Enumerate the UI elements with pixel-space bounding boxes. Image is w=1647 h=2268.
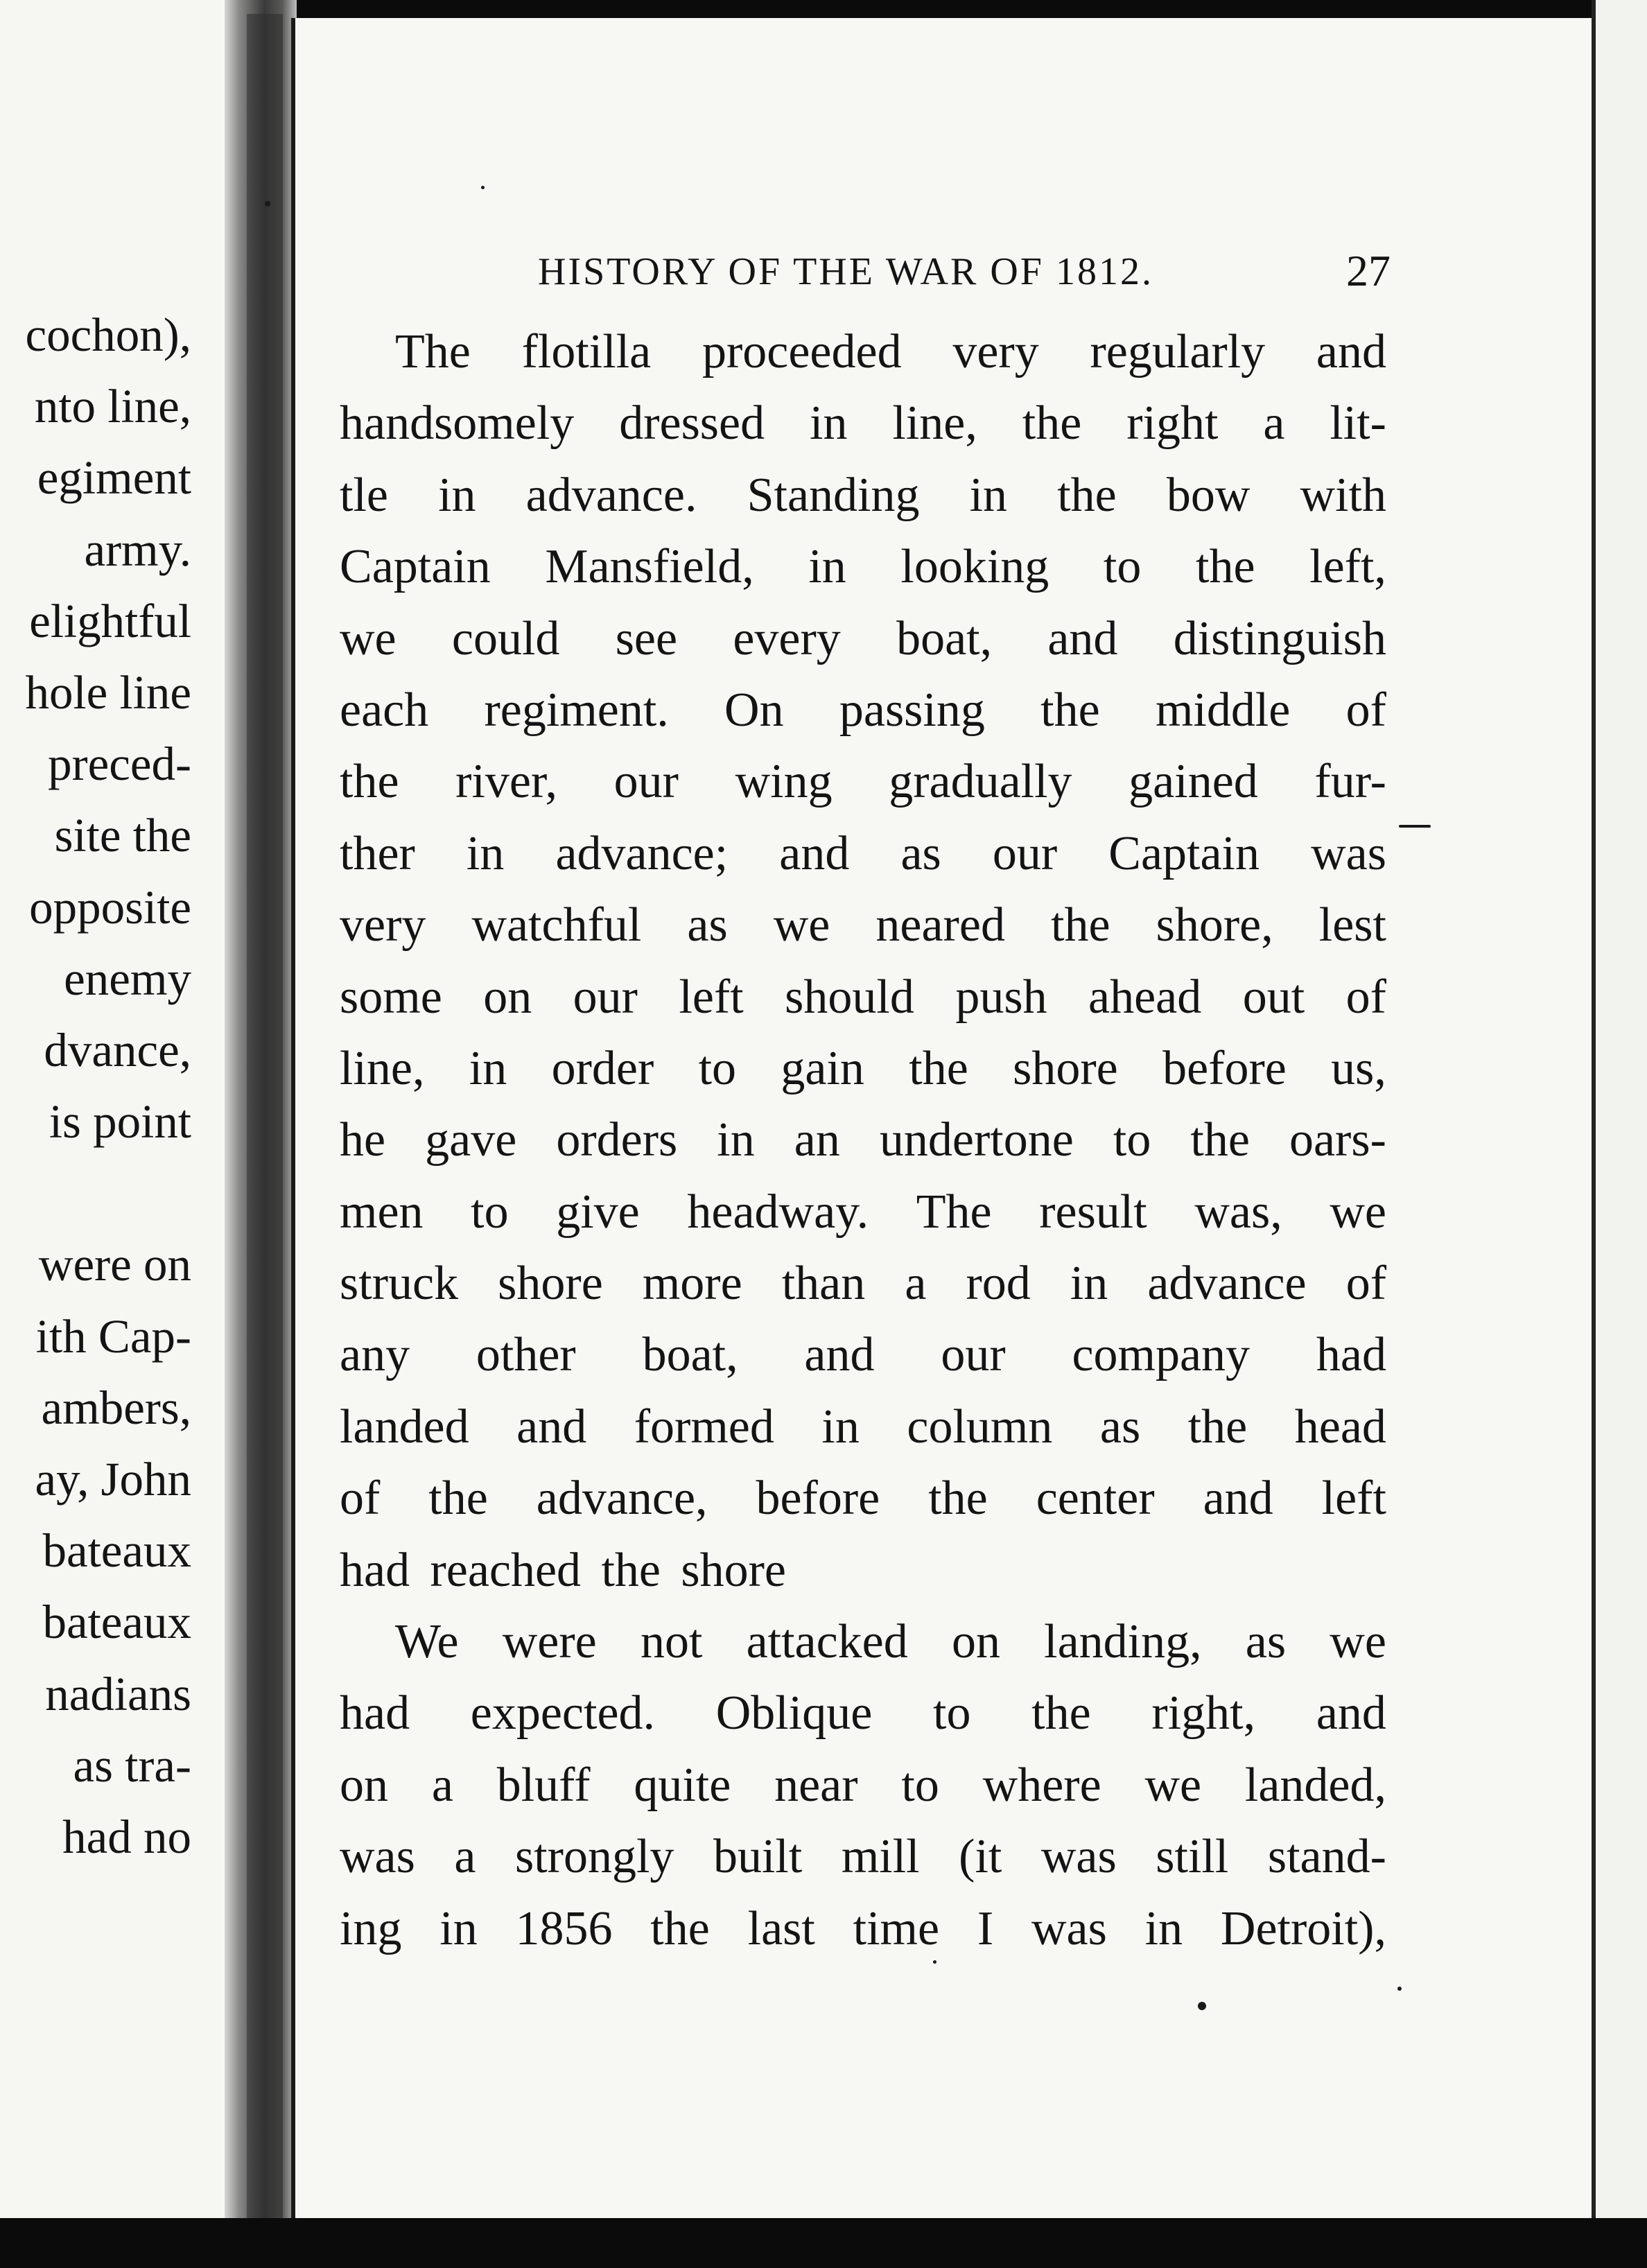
word: the [428,1472,488,1526]
word: shore [681,1543,786,1597]
word: middle [1155,683,1291,737]
previous-page-line: army. [84,523,191,576]
previous-page-line: nadians [45,1667,191,1720]
text-line [340,1677,1386,1749]
word: landing, [1044,1615,1202,1669]
word: near [774,1758,858,1812]
text-line [340,387,1386,459]
word: proceeded [702,325,902,378]
word: as [900,826,941,880]
word: men [340,1185,424,1239]
word: some [340,970,442,1024]
previous-page-line: hole line [25,665,191,719]
word: advance. [525,468,697,522]
word: gave [425,1113,517,1167]
word: built [713,1830,803,1884]
word: tle [340,468,388,522]
previous-page-line: cochon), [25,308,191,361]
word: an [794,1113,840,1167]
word: the [1022,396,1082,451]
word: ther [340,826,415,880]
word: The [916,1185,992,1239]
previous-page-line: elightful [29,594,191,647]
text-line [340,674,1386,746]
previous-page-line: ay, John [35,1453,191,1506]
word: had [340,1686,410,1741]
text-line [340,818,1386,889]
word: On [724,683,784,737]
word: to [933,1686,971,1741]
word: left [1321,1472,1386,1526]
word: shore, [1156,898,1273,952]
text-line [340,1893,1386,1964]
word: was [1040,1830,1117,1884]
word: the [1057,468,1117,522]
word: right [1126,396,1219,451]
scan-bottom-border [0,2218,1647,2268]
word: of [1345,1257,1386,1311]
word: in [810,396,848,451]
previous-page-text [0,299,191,1873]
word: a [431,1758,453,1812]
word: the [909,1041,968,1095]
word: neared [875,898,1005,952]
word: company [1072,1328,1250,1382]
word: to [471,1185,509,1239]
word: other [476,1328,576,1382]
previous-page-line: bateaux [42,1596,191,1649]
word: undertone [879,1113,1074,1167]
text-line [340,1176,1386,1248]
word: river, [455,755,557,809]
word: still [1156,1830,1229,1884]
word: and [1316,325,1386,378]
word: result [1039,1185,1147,1239]
word: the [650,1901,710,1955]
text-line [340,603,1386,674]
word: each [340,683,429,737]
previous-page-line: nto line, [34,380,191,433]
word: our [613,755,679,809]
word: the [928,1472,988,1526]
word: column [907,1399,1053,1454]
word: 1856 [515,1901,613,1955]
running-head-title: HISTORY OF THE WAR OF 1812. [538,250,1153,293]
word: to [698,1041,737,1095]
word: We [395,1615,459,1669]
word: the [1190,1113,1250,1167]
word: order [551,1041,654,1095]
word: gain [781,1041,864,1095]
word: and [779,826,850,880]
word: could [451,611,560,665]
word: mill [841,1830,920,1884]
word: flotilla [521,325,652,378]
word: formed [634,1399,774,1454]
word: left [679,970,744,1024]
word: rod [966,1257,1031,1311]
text-line [340,1319,1386,1390]
previous-page-fragment [0,0,258,2268]
word: wing [735,755,833,809]
text-line [340,1391,1386,1463]
text-line [340,316,1386,387]
word: looking [900,540,1049,594]
word: in [438,468,476,522]
word: ing [340,1901,402,1955]
word: right, [1151,1686,1256,1741]
word: and [1047,611,1118,665]
word: was [1311,826,1386,880]
text-line [340,460,1386,531]
word: in [1070,1257,1108,1311]
word: Captain [340,540,491,594]
word: very [952,325,1039,378]
word: our [992,826,1058,880]
word: line, [892,396,977,451]
word: the [1040,683,1100,737]
word: quite [634,1758,731,1812]
previous-page-line: preced- [48,738,191,791]
word: he [340,1113,386,1167]
previous-page-line: ambers, [41,1381,191,1434]
text-line [340,1033,1386,1104]
page-body-text [340,316,1386,1964]
word: Standing [747,468,920,522]
word: lit- [1330,396,1386,451]
blank-line [0,1158,191,1229]
word: us, [1331,1041,1386,1095]
word: dressed [619,396,765,451]
text-line [340,1750,1386,1821]
word: center [1036,1472,1155,1526]
word: oars- [1289,1113,1386,1167]
word: in [466,826,505,880]
word: and [516,1399,587,1454]
word: left, [1309,540,1386,594]
word: time [853,1901,940,1955]
word: to [901,1758,939,1812]
word: more [642,1257,742,1311]
word: ahead [1088,970,1202,1024]
word: a [454,1830,476,1884]
word: we [1144,1758,1202,1812]
word: on [483,970,532,1024]
word: we [773,898,830,952]
word: on [340,1758,388,1812]
word: the [1196,540,1255,594]
word: was [1031,1901,1107,1955]
page-edge [1592,0,1647,2268]
word: as [687,898,728,952]
previous-page-line: egiment [37,451,191,505]
word: a [1263,396,1285,451]
word: last [747,1901,815,1955]
previous-page-line: is point [49,1095,191,1149]
word: as [1245,1615,1287,1669]
word: passing [839,683,985,737]
word: boat, [896,611,993,665]
word: distinguish [1173,611,1386,665]
word: was [340,1830,415,1884]
ink-speck [933,1960,936,1964]
gutter-shadow [247,14,283,2239]
previous-page-line: as tra- [73,1738,191,1792]
word: strongly [514,1830,674,1884]
word: orders [556,1113,678,1167]
word: of [1345,683,1386,737]
word: in [808,540,846,594]
word: advance; [555,826,729,880]
word: Mansfield, [545,540,754,594]
word: gained [1128,755,1258,809]
text-line [340,1535,1386,1606]
text-line [340,746,1386,817]
word: in [821,1399,860,1454]
word: regiment. [484,683,669,737]
word: was, [1194,1185,1282,1239]
word: the [340,755,399,809]
word: out [1242,970,1305,1024]
word: landed, [1244,1758,1386,1812]
word: to [1113,1113,1151,1167]
running-head [538,243,1391,305]
word: were [502,1615,597,1669]
word: any [340,1328,410,1382]
word: The [395,325,471,378]
word: to [1103,540,1142,594]
word: in [1144,1901,1183,1955]
word: advance, [536,1472,708,1526]
word: of [340,1472,381,1526]
word: a [905,1257,927,1311]
word: in [469,1041,507,1095]
word: had [1316,1328,1386,1382]
word: before [756,1472,880,1526]
word: I [977,1901,994,1955]
word: we [1330,1615,1386,1669]
word: watchful [471,898,642,952]
word: attacked [746,1615,908,1669]
word: our [573,970,638,1024]
word: stand- [1267,1830,1386,1884]
word: with [1300,468,1386,522]
word: fur- [1314,755,1386,809]
word: bow [1166,468,1250,522]
word: our [941,1328,1006,1382]
word: Captain [1108,826,1260,880]
text-line [340,961,1386,1033]
page-number: 27 [1346,246,1391,295]
previous-page-line: ith Cap- [35,1309,191,1363]
word: headway. [687,1185,869,1239]
previous-page-line: opposite [29,880,191,934]
word: boat, [642,1328,738,1382]
word: the [1187,1399,1248,1454]
word: expected. [470,1686,656,1741]
word: shore [1013,1041,1118,1095]
word: of [1345,970,1386,1024]
ink-speck [1397,1987,1402,1991]
word: as [1099,1399,1141,1454]
word: landed [340,1399,469,1454]
text-line [340,531,1386,602]
word: Oblique [715,1686,873,1741]
word: Detroit), [1220,1901,1386,1955]
word: shore [498,1257,603,1311]
word: regularly [1090,325,1266,378]
text-line [340,1104,1386,1176]
word: every [733,611,841,665]
word: (it [959,1830,1002,1884]
word: advance [1147,1257,1307,1311]
word: the [1051,898,1110,952]
word: before [1162,1041,1287,1095]
text-line [340,1606,1386,1677]
word: reached [430,1543,582,1597]
word: bluff [496,1758,591,1812]
word: the [601,1543,661,1597]
previous-page-line: dvance, [44,1023,191,1076]
word: handsomely [340,396,575,451]
word: push [955,970,1047,1024]
word: had [340,1543,410,1597]
word: struck [340,1257,459,1311]
word: and [804,1328,875,1382]
word: give [556,1185,640,1239]
word: and [1316,1686,1386,1741]
previous-page-line: enemy [64,952,191,1005]
ink-speck [481,186,485,189]
word: gradually [889,755,1072,809]
previous-page-line: site the [54,809,191,862]
word: in [439,1901,478,1955]
word: in [969,468,1008,522]
word: should [785,970,914,1024]
previous-page-line: were on [38,1238,191,1291]
ink-speck [1198,2002,1206,2010]
text-line [340,1248,1386,1319]
word: and [1203,1472,1273,1526]
word: we [340,611,397,665]
word: on [951,1615,1000,1669]
word: in [717,1113,755,1167]
text-line [340,1821,1386,1892]
word: not [640,1615,703,1669]
word: than [781,1257,866,1311]
word: see [615,611,678,665]
word: head [1294,1399,1386,1454]
word: lest [1318,898,1386,952]
ink-speck [1399,825,1431,828]
ink-speck [265,201,270,207]
text-line [340,1463,1386,1534]
word: line, [340,1041,425,1095]
previous-page-line: had no [62,1810,191,1863]
word: very [340,898,426,952]
word: the [1031,1686,1091,1741]
word: where [982,1758,1101,1812]
word: we [1330,1185,1386,1239]
previous-page-line: bateaux [42,1524,191,1578]
text-line [340,889,1386,961]
